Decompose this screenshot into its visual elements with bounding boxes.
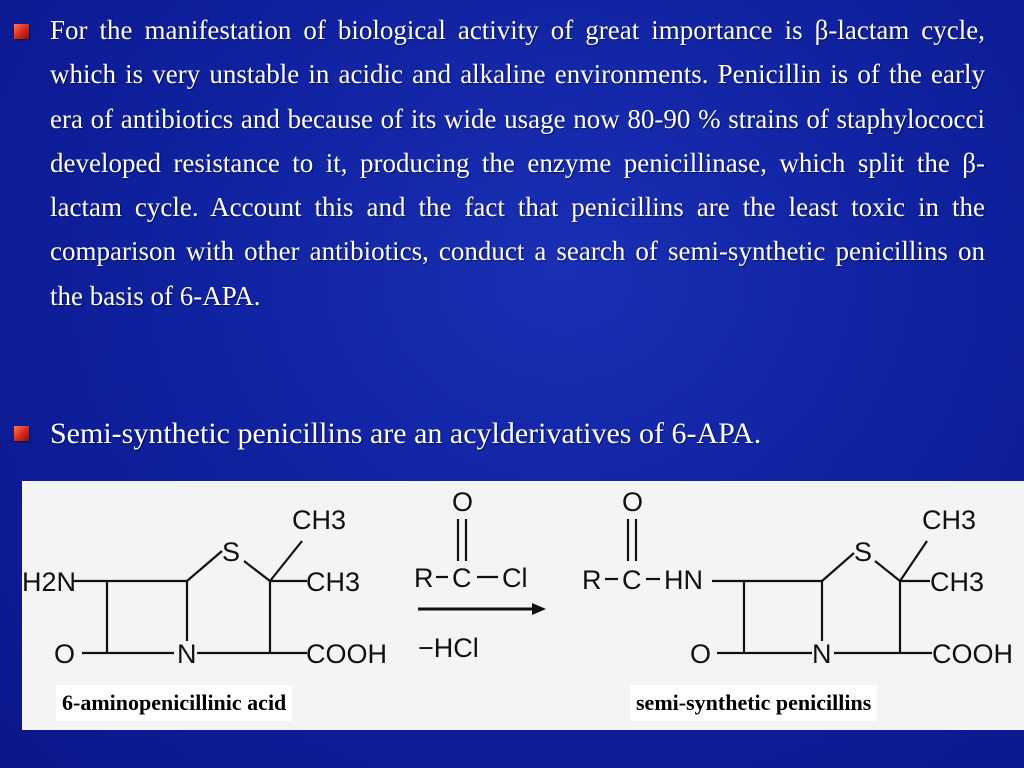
right-acyl-oxygen-label: O [622, 487, 644, 517]
right-cooh-label: COOH [932, 639, 1013, 669]
bullet-marker-1 [14, 24, 29, 39]
reagent-carbon-label: C [452, 563, 472, 593]
right-r-label: R [582, 565, 602, 595]
caption-6-apa: 6-aminopenicillinic acid [56, 685, 292, 721]
reagent-chloride-label: Cl [502, 563, 528, 593]
left-cooh-label: COOH [306, 639, 387, 669]
right-sulfur-label: S [854, 537, 873, 567]
caption-semisynthetic-penicillins: semi-synthetic penicillins [630, 685, 877, 721]
amine-label: H2N [22, 567, 77, 597]
reaction-arrow-head [532, 603, 546, 615]
reaction-scheme-figure [22, 481, 1024, 730]
right-hn-label: HN [664, 565, 703, 595]
paragraph-beta-lactam: For the manifestation of biological activity of great importance is β-lactam cycle, which is very unstable in acidic and alkaline environments. Penicillin is of the early era of antibiotics and because of its wide usage now 80-90 % strains of staphylococci developed resistance to it, producing the enzyme penicillinase, which split the β-lactam cycle. Account this and the fact that penicillins are the least toxic in the comparison with other antibiotics, conduct a search of semi-synthetic penicillins on the basis of 6-APA. [50, 15, 985, 311]
left-ch3-top-label: CH3 [292, 505, 347, 535]
right-ch3-right-label: CH3 [930, 567, 985, 597]
right-nitrogen-label: N [812, 639, 832, 669]
paragraph-semisynthetic: Semi-synthetic penicillins are an acylderivatives of 6-APA. [50, 417, 762, 450]
byproduct-hcl-label: −HCl [418, 633, 479, 663]
reagent-r-label: R [414, 563, 434, 593]
right-carbon-label: C [622, 565, 642, 595]
left-nitrogen-label: N [177, 639, 197, 669]
left-ch3-right-label: CH3 [306, 567, 361, 597]
left-oxygen-label: O [54, 639, 76, 669]
right-ch3-top-label: CH3 [922, 505, 977, 535]
reagent-oxygen-label: O [452, 487, 474, 517]
bullet-marker-2 [14, 426, 29, 441]
left-sulfur-label: S [222, 537, 241, 567]
right-oxygen-label: O [690, 639, 712, 669]
